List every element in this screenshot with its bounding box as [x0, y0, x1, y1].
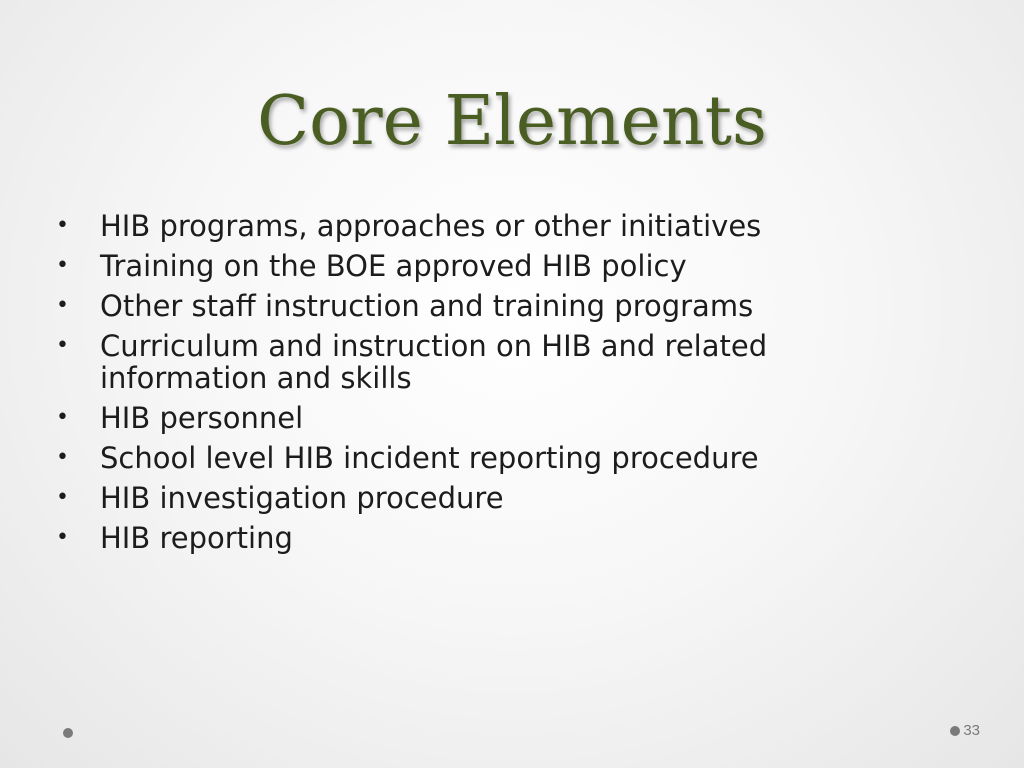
bullet-icon: •: [56, 293, 69, 318]
footer-dot-icon: [950, 726, 960, 736]
bullet-icon: •: [56, 525, 69, 550]
bullet-text: HIB personnel: [100, 401, 304, 435]
bullet-text: HIB reporting: [100, 521, 293, 555]
page-indicator: [950, 722, 980, 739]
bullet-item: [56, 442, 936, 474]
bullet-item: [56, 522, 936, 554]
bullet-text: HIB investigation procedure: [100, 481, 504, 515]
bullet-icon: •: [56, 333, 69, 358]
bullet-item: [56, 290, 936, 322]
bullet-list: [56, 210, 936, 562]
page-number: 33: [963, 722, 980, 739]
bullet-text: HIB programs, approaches or other initiatives: [100, 209, 762, 243]
bullet-item: [56, 210, 936, 242]
footer-dot-icon: [63, 728, 73, 738]
bullet-icon: •: [56, 405, 69, 430]
bullet-text: Curriculum and instruction on HIB and related information and skills: [100, 329, 768, 395]
bullet-text: Other staff instruction and training programs: [100, 289, 754, 323]
bullet-icon: •: [56, 213, 69, 238]
bullet-item: [56, 482, 936, 514]
bullet-item: [56, 250, 936, 282]
bullet-item: [56, 402, 936, 434]
bullet-item: [56, 330, 936, 394]
bullet-icon: •: [56, 445, 69, 470]
bullet-icon: •: [56, 253, 69, 278]
slide-title: Core Elements: [257, 82, 767, 161]
bullet-text: Training on the BOE approved HIB policy: [100, 249, 687, 283]
bullet-text: School level HIB incident reporting procedure: [100, 441, 759, 475]
bullet-icon: •: [56, 485, 69, 510]
